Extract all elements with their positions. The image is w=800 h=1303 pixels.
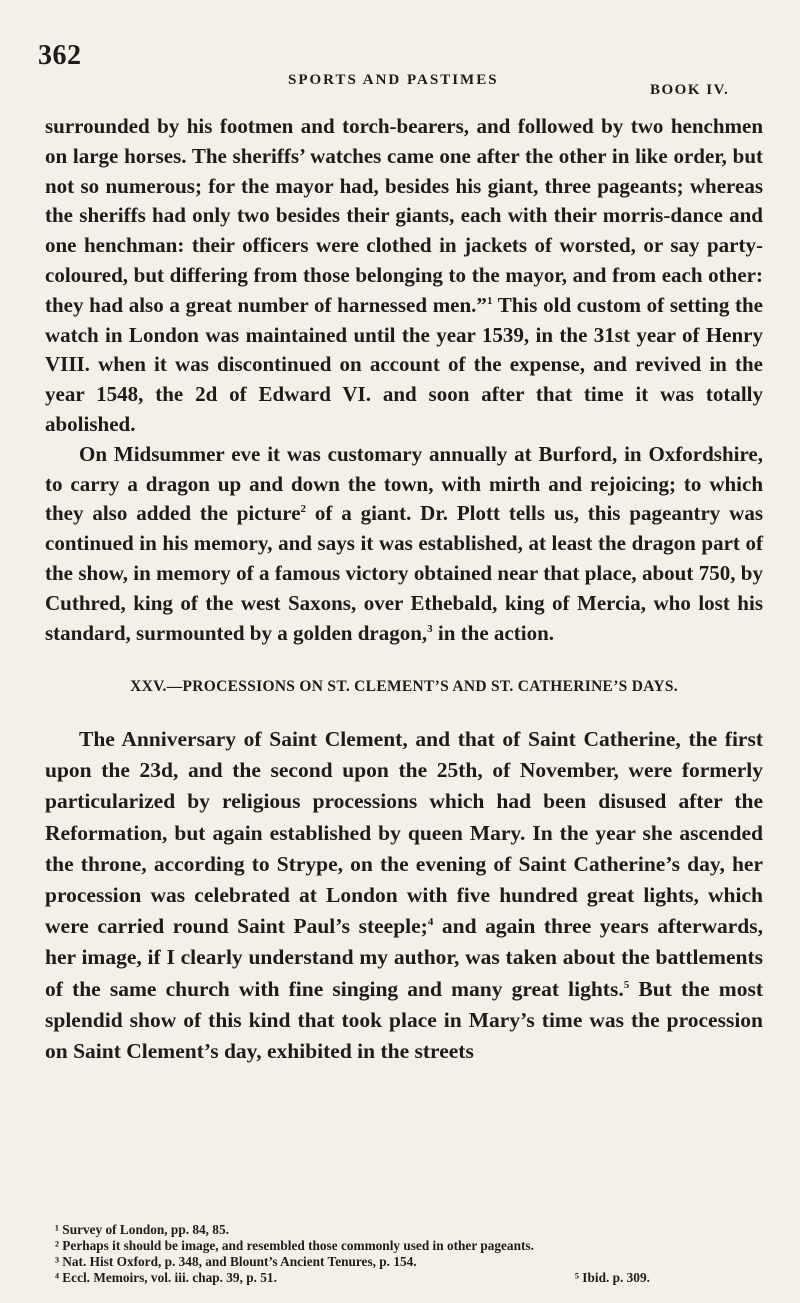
book-label: BOOK IV. — [650, 82, 730, 98]
paragraph-text: This old custom of setting the watch in London was maintained until the year 1539, in the 31st year of Henry VIII. when it was discontinued on account of the expense, and revived in the year 1548, the 2d of Edward VI. and soon after that time it was totally abolished. — [45, 292, 763, 436]
footnote-2: ² Perhaps it should be image, and resembled those commonly used in other pageants. — [55, 1238, 534, 1253]
paragraph-text: On Midsummer eve it was customary annually at Burford, in Oxfordshire, to carry a dragon up and down the town, with mirth and rejoicing; to which they also added the picture — [45, 441, 763, 526]
body-text-bottom — [45, 724, 763, 1067]
footnote-ref: 5 — [623, 978, 630, 991]
paragraph-burford — [45, 440, 763, 649]
footnote-4: ⁴ Eccl. Memoirs, vol. iii. chap. 39, p. 51. — [55, 1270, 277, 1285]
footnote-3: ³ Nat. Hist Oxford, p. 348, and Blount’s Ancient Tenures, p. 154. — [55, 1254, 417, 1269]
page-number: 362 — [38, 40, 82, 71]
footnote-1: ¹ Survey of London, pp. 84, 85. — [55, 1222, 229, 1237]
footnote-ref: 4 — [427, 916, 434, 929]
running-title: SPORTS AND PASTIMES — [288, 72, 499, 88]
footnote-row — [55, 1270, 767, 1286]
paragraph-text: But the most splendid show of this kind that took place in Mary’s time was the procession on Saint Clement’s day, exhibited in the streets — [45, 976, 763, 1064]
footnote-ref: 3 — [427, 622, 433, 635]
section-heading: XXV.—PROCESSIONS ON ST. CLEMENT’S AND ST. CATHERINE’S DAYS. — [130, 678, 678, 695]
footnote-5: ⁵ Ibid. p. 309. — [575, 1270, 650, 1285]
paragraph-processions — [45, 724, 763, 1067]
body-text-top — [45, 112, 763, 648]
paragraph-text: and again three years afterwards, her image, if I clearly understand my author, was taken about the battlements of the same church with fine singing and many great lights. — [45, 914, 763, 1001]
paragraph-text: surrounded by his footmen and torch-bearers, and followed by two henchmen on large horses. The sheriffs’ watches came one after the other in like order, but not so numerous; for the mayor had, besides his giant, three pageants; whereas the sheriffs had only two besides their giants, each with their morris-dance and one henchman: their officers were clothed in jackets of worsted, or say party-coloured, but differing from those belonging to the mayor, and from each other: they had also a great number of harnessed men.” — [45, 114, 763, 317]
paragraph-watch — [45, 112, 763, 440]
paragraph-text: The Anniversary of Saint Clement, and that of Saint Catherine, the first upon the 23d, and the second upon the 25th, of November, were formerly particularized by religious processions which had been disused after the Reformation, but again established by queen Mary. In the year she ascended the throne, according to Strype, on the evening of Saint Catherine’s day, her procession was celebrated at London with five hundred great lights, which were carried round Saint Paul’s steeple; — [45, 727, 763, 939]
paragraph-text: in the action. — [432, 620, 555, 645]
footnote-ref: 1 — [486, 294, 493, 307]
footnote-ref: 2 — [300, 503, 307, 516]
footnotes — [55, 1222, 767, 1286]
paragraph-text: of a giant. Dr. Plott tells us, this pageantry was continued in his memory, and says it was established, at least the dragon part of the show, in memory of a famous victory obtained near that place, about 750, by Cuthred, king of the west Saxons, over Ethebald, king of Mercia, who lost his standard, surmounted by a golden dragon, — [45, 501, 763, 645]
